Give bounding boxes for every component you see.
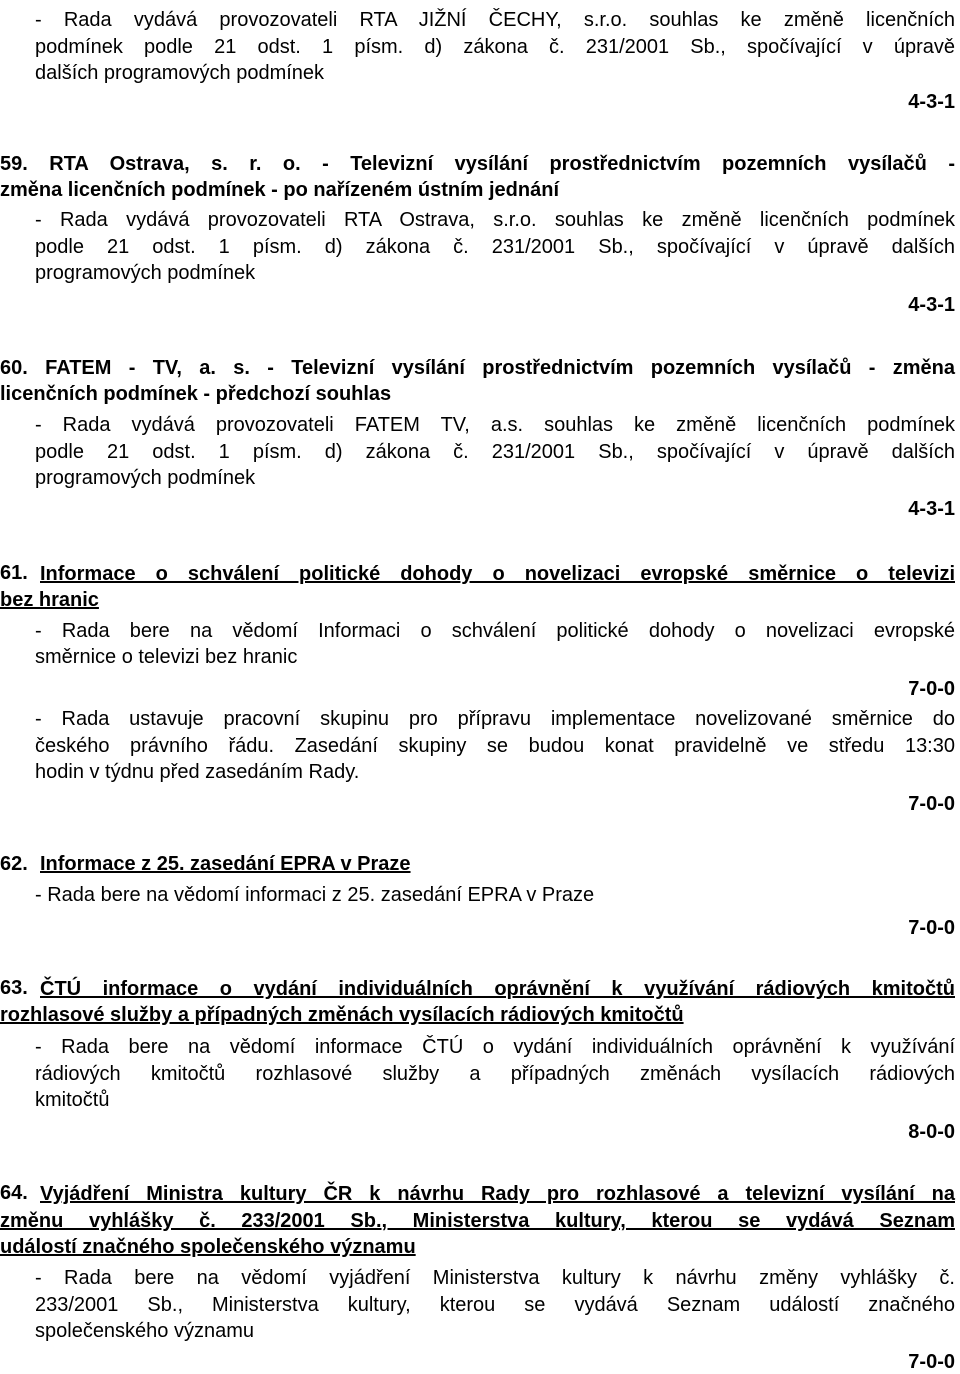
resolution-line: - Rada bere na vědomí informace ČTÚ o vydání individuálních oprávnění k využívání: [35, 1036, 955, 1058]
resolution-line: - Rada bere na vědomí informaci z 25. zasedání EPRA v Praze: [35, 884, 595, 906]
resolution-line: programových podmínek: [35, 262, 256, 284]
item-title: rozhlasové služby a případných změnách vysílacích rádiových kmitočtů: [0, 1004, 684, 1026]
item-title: změnu vyhlášky č. 233/2001 Sb., Ministerstva kultury, kterou se vydává Seznam: [0, 1210, 955, 1232]
vote-result: 4-3-1: [908, 498, 955, 520]
item-number: 63.: [0, 977, 28, 999]
vote-result: 7-0-0: [908, 678, 955, 700]
resolution-line: 233/2001 Sb., Ministerstva kultury, kterou se vydává Seznam událostí značného: [35, 1294, 955, 1316]
resolution-line: směrnice o televizi bez hranic: [35, 646, 298, 668]
resolution-line: kmitočtů: [35, 1089, 110, 1111]
vote-result: 8-0-0: [908, 1121, 955, 1143]
resolution-line: rádiových kmitočtů rozhlasové služby a případných změnách vysílacích rádiových: [35, 1063, 955, 1085]
resolution-line: hodin v týdnu před zasedáním Rady.: [35, 761, 360, 783]
resolution-line: - Rada vydává provozovateli FATEM TV, a.s. souhlas ke změně licenčních podmínek: [35, 414, 955, 436]
vote-result: 7-0-0: [908, 917, 955, 939]
resolution-line: dalších programových podmínek: [35, 62, 325, 84]
resolution-line: podmínek podle 21 odst. 1 písm. d) zákona č. 231/2001 Sb., spočívající v úpravě: [35, 36, 955, 58]
resolution-line: českého právního řádu. Zasedání skupiny se budou konat pravidelně ve středu 13:30: [35, 735, 955, 757]
resolution-line: - Rada vydává provozovateli RTA Ostrava, s.r.o. souhlas ke změně licenčních podmínek: [35, 209, 955, 231]
vote-result: 4-3-1: [908, 294, 955, 316]
vote-result: 4-3-1: [908, 91, 955, 113]
item-title: bez hranic: [0, 589, 99, 611]
item-title: ČTÚ informace o vydání individuálních oprávnění k využívání rádiových kmitočtů: [40, 978, 955, 1000]
vote-result: 7-0-0: [908, 793, 955, 815]
item-number: 62.: [0, 853, 28, 875]
item-title: Informace z 25. zasedání EPRA v Praze: [40, 853, 411, 875]
resolution-line: podle 21 odst. 1 písm. d) zákona č. 231/2001 Sb., spočívající v úpravě dalších: [35, 441, 955, 463]
resolution-line: - Rada bere na vědomí Informaci o schválení politické dohody o novelizaci evropské: [35, 620, 955, 642]
item-title: změna licenčních podmínek - po nařízeném ústním jednání: [0, 179, 559, 201]
item-title: 59. RTA Ostrava, s. r. o. - Televizní vysílání prostřednictvím pozemních vysílačů -: [0, 153, 955, 175]
item-title: Vyjádření Ministra kultury ČR k návrhu Rady pro rozhlasové a televizní vysílání na: [40, 1183, 955, 1205]
item-title: Informace o schválení politické dohody o novelizaci evropské směrnice o televizi: [40, 563, 955, 585]
resolution-line: společenského významu: [35, 1320, 255, 1342]
vote-result: 7-0-0: [908, 1351, 955, 1373]
resolution-line: - Rada vydává provozovateli RTA JIŽNÍ ČECHY, s.r.o. souhlas ke změně licenčních: [35, 9, 955, 31]
item-number: 61.: [0, 562, 28, 584]
resolution-line: podle 21 odst. 1 písm. d) zákona č. 231/2001 Sb., spočívající v úpravě dalších: [35, 236, 955, 258]
resolution-line: - Rada bere na vědomí vyjádření Ministerstva kultury k návrhu změny vyhlášky č.: [35, 1267, 955, 1289]
item-title: 60. FATEM - TV, a. s. - Televizní vysílání prostřednictvím pozemních vysílačů - změna: [0, 357, 955, 379]
resolution-line: - Rada ustavuje pracovní skupinu pro přípravu implementace novelizované směrnice do: [35, 708, 955, 730]
resolution-line: programových podmínek: [35, 467, 256, 489]
item-number: 64.: [0, 1182, 28, 1204]
item-title: událostí značného společenského významu: [0, 1236, 416, 1258]
item-title: licenčních podmínek - předchozí souhlas: [0, 383, 392, 405]
